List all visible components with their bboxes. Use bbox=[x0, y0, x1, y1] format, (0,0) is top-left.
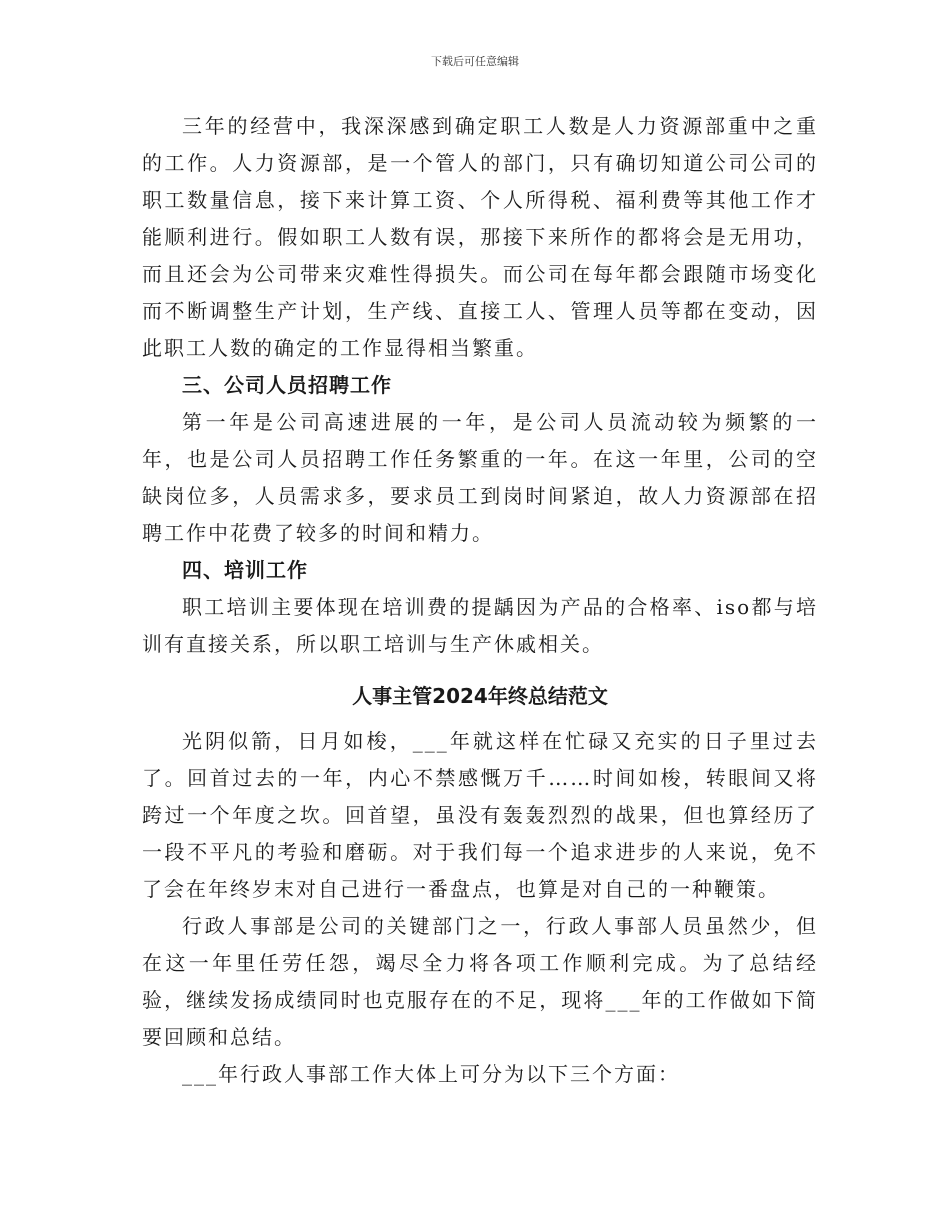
page-header: 下载后可任意编辑 bbox=[431, 55, 519, 68]
paragraph: 第一年是公司高速进展的一年，是公司人员流动较为频繁的一年，也是公司人员招聘工作任务繁重的一年。在这一年里，公司的空缺岗位多，人员需求多，要求员工到岗时间紧迫，故人力资源部在招聘工作中花费了较多的时间和精力。 bbox=[142, 410, 818, 545]
paragraph: 三年的经营中，我深深感到确定职工人数是人力资源部重中之重的工作。人力资源部，是一个管人的部门，只有确切知道公司公司的职工数量信息，接下来计算工资、个人所得税、福利费等其他工作才能顺利进行。假如职工人数有误，那接下来所作的都将会是无用功，而且还会为公司带来灾难性得损失。而公司在每年都会跟随市场变化而不断调整生产计划，生产线、直接工人、管理人员等都在变动，因此职工人数的确定的工作显得相当繁重。 bbox=[142, 114, 818, 360]
paragraph: 职工培训主要体现在培训费的提龋因为产品的合格率、iso都与培训有直接关系，所以职工培训与生产休戚相关。 bbox=[142, 595, 818, 656]
section-heading: 三、公司人员招聘工作 bbox=[182, 373, 392, 397]
section-heading: 四、培训工作 bbox=[182, 558, 308, 582]
document-body bbox=[142, 108, 818, 1093]
paragraph: 行政人事部是公司的关键部门之一，行政人事部人员虽然少，但在这一年里任劳任怨，竭尽全力将各项工作顺利完成。为了总结经验，继续发扬成绩同时也克服存在的不足，现将___年的工作做如下简要回顾和总结。 bbox=[142, 914, 818, 1049]
paragraph: ___年行政人事部工作大体上可分为以下三个方面： bbox=[182, 1062, 680, 1086]
article-title: 人事主管2024年终总结范文 bbox=[352, 684, 608, 708]
paragraph: 光阴似箭，日月如梭，___年就这样在忙碌又充实的日子里过去了。回首过去的一年，内心不禁感慨万千……时间如梭，转眼间又将跨过一个年度之坎。回首望，虽没有轰轰烈烈的战果，但也算经历了一段不平凡的考验和磨砺。对于我们每一个追求进步的人来说，免不了会在年终岁末对自己进行一番盘点，也算是对自己的一种鞭策。 bbox=[142, 729, 818, 901]
